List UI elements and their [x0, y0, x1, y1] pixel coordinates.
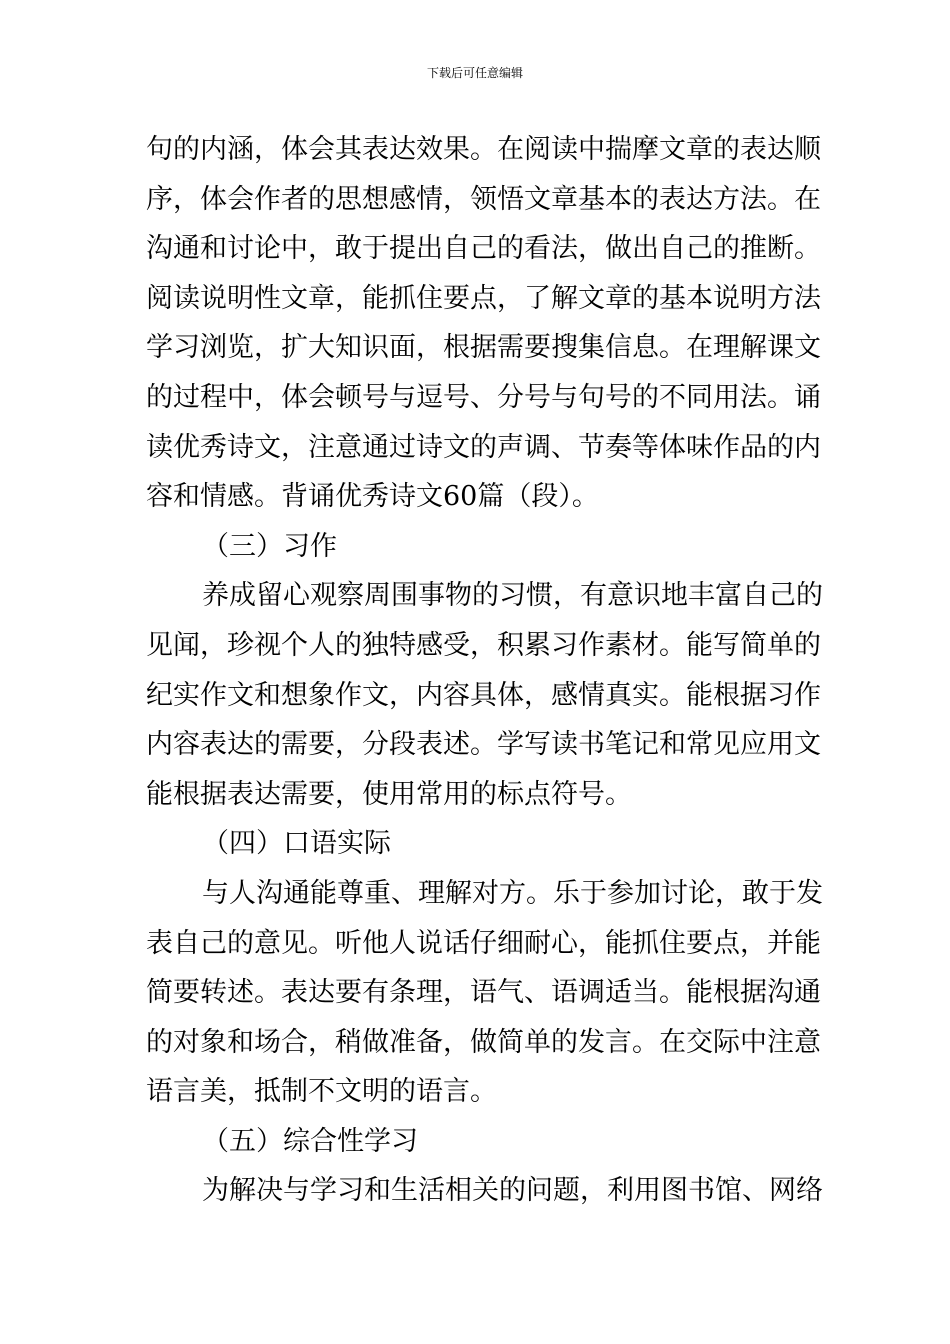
text-line: 读优秀诗文，注意通过诗文的声调、节奏等体味作品的内 [146, 431, 821, 463]
text-line: 阅读说明性文章，能抓住要点，了解文章的基本说明方法 [146, 282, 821, 314]
text-line: 序，体会作者的思想感情，领悟文章基本的表达方法。在 [146, 183, 821, 215]
document-body [146, 125, 823, 1216]
text-line: 沟通和讨论中，敢于提出自己的看法，做出自己的推断。 [146, 233, 821, 265]
text-line: 纪实作文和想象作文，内容具体，感情真实。能根据习作 [146, 679, 821, 711]
text-line: 与人沟通能尊重、理解对方。乐于参加讨论，敢于发 [202, 877, 823, 909]
text-line: 句的内涵，体会其表达效果。在阅读中揣摩文章的表达顺 [146, 134, 821, 165]
text-line: 养成留心观察周围事物的习惯，有意识地丰富自己的 [202, 580, 823, 612]
text-line: 的对象和场合，稍做准备，做简单的发言。在交际中注意 [146, 1026, 821, 1058]
text-line: 语言美，抵制不文明的语言。 [146, 1076, 497, 1108]
text-line: 简要转述。表达要有条理，语气、语调适当。能根据沟通 [146, 977, 821, 1009]
section-heading-comprehensive: （五）综合性学习 [202, 1125, 418, 1157]
text-line: 学习浏览，扩大知识面，根据需要搜集信息。在理解课文 [146, 332, 821, 364]
section-heading-writing: （三）习作 [202, 530, 337, 562]
text-line: 见闻，珍视个人的独特感受，积累习作素材。能写简单的 [146, 629, 821, 661]
page-header: 下载后可任意编辑 [426, 66, 523, 80]
text-line: 表自己的意见。听他人说话仔细耐心，能抓住要点，并能 [146, 927, 821, 959]
text-line: 的过程中，体会顿号与逗号、分号与句号的不同用法。诵 [146, 381, 821, 413]
section-heading-oral: （四）口语实际 [202, 828, 391, 860]
text-line: 为解决与学习和生活相关的问题，利用图书馆、网络 [202, 1175, 823, 1207]
text-line: 容和情感。背诵优秀诗文60篇（段）。 [146, 481, 599, 513]
text-line: 能根据表达需要，使用常用的标点符号。 [146, 778, 632, 810]
text-line: 内容表达的需要，分段表述。学写读书笔记和常见应用文 [146, 729, 821, 761]
